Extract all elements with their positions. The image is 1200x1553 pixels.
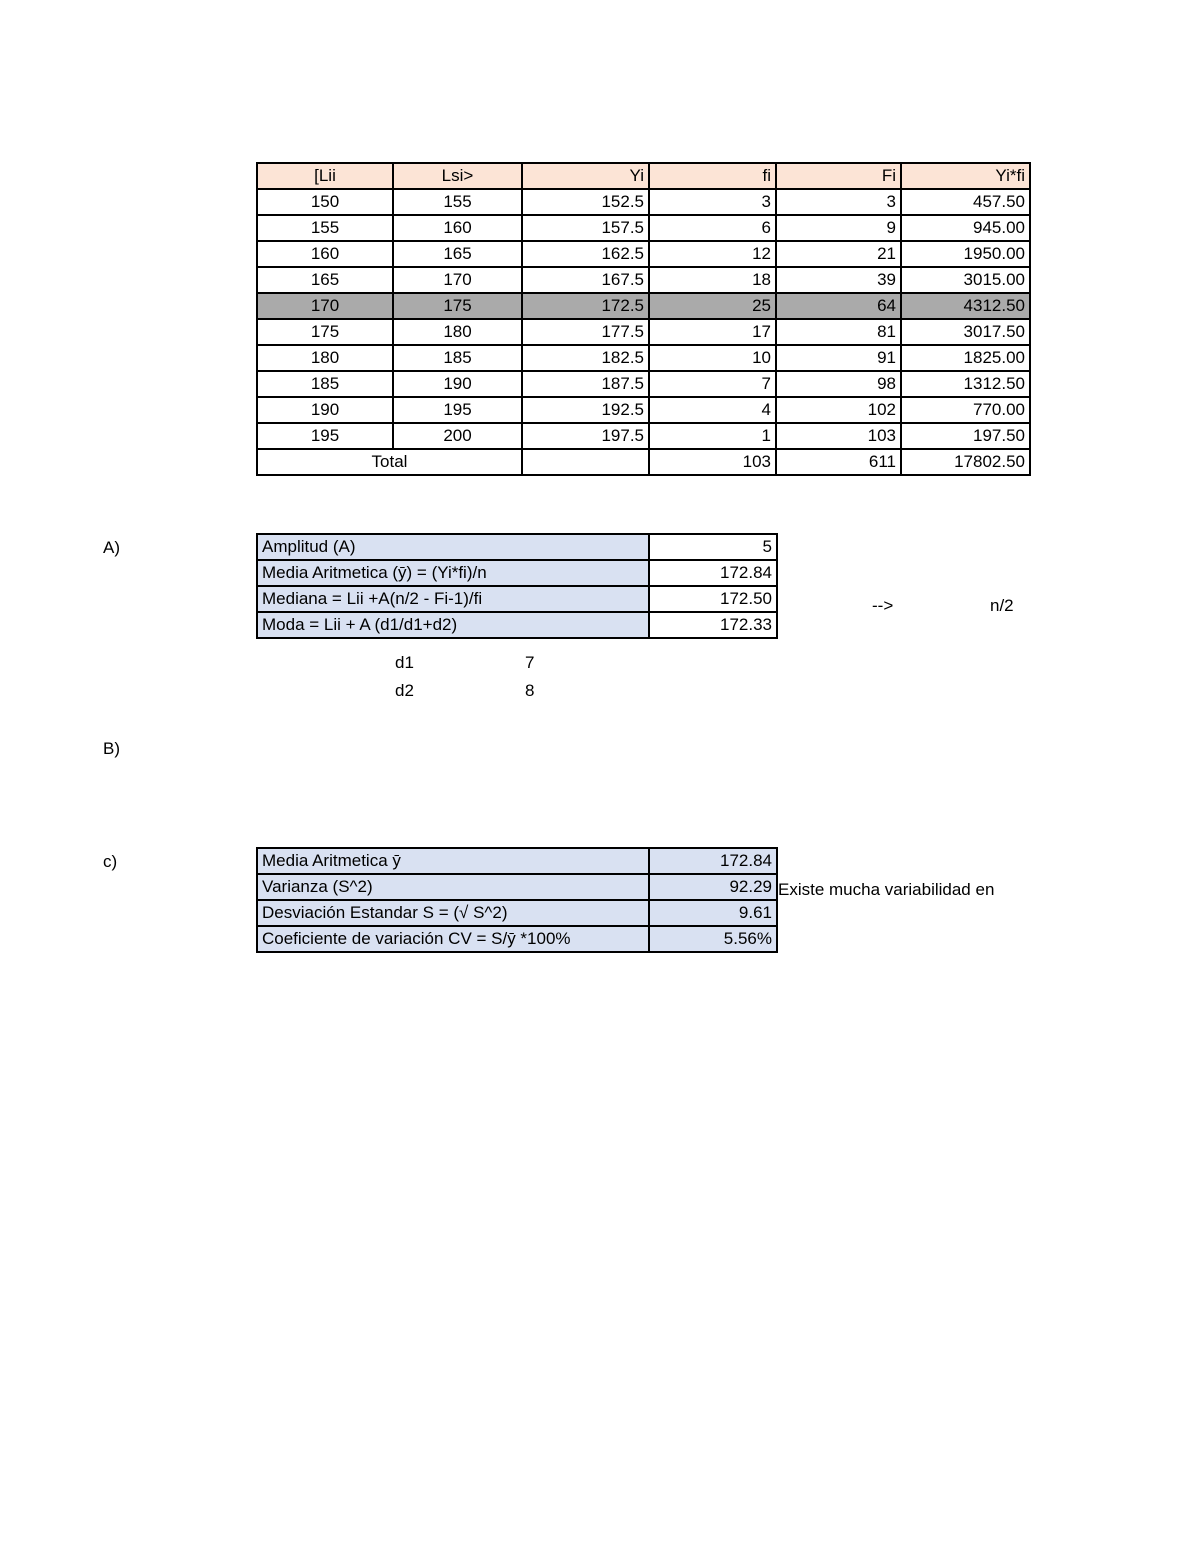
stat-label: Desviación Estandar S = (√ S^2): [257, 900, 649, 926]
total-cum-fi: 611: [776, 449, 901, 475]
cell-yi: 187.5: [522, 371, 649, 397]
d1-label: d1: [395, 653, 414, 672]
cell-lsi: 195: [393, 397, 522, 423]
cell-lsi: 190: [393, 371, 522, 397]
stats-row: [257, 900, 777, 926]
stats-row: [257, 586, 777, 612]
d2-label: d2: [395, 681, 414, 700]
cell-lsi: 170: [393, 267, 522, 293]
cell-lii: 195: [257, 423, 393, 449]
cell-fi: 25: [649, 293, 776, 319]
header-row: [257, 163, 1030, 189]
cell-lsi: 160: [393, 215, 522, 241]
table-row: [257, 189, 1030, 215]
cell-lsi: 185: [393, 345, 522, 371]
cell-yi-fi: 945.00: [901, 215, 1030, 241]
stats-row: [257, 534, 777, 560]
stat-label: Amplitud (A): [257, 534, 649, 560]
table-row: [257, 319, 1030, 345]
cell-lsi: 175: [393, 293, 522, 319]
section-a-table: [256, 533, 778, 639]
cell-yi-fi: 4312.50: [901, 293, 1030, 319]
cell-yi-fi: 1825.00: [901, 345, 1030, 371]
header-lii: [Lii: [257, 163, 393, 189]
stats-row: [257, 848, 777, 874]
header-fi: fi: [649, 163, 776, 189]
cell-fi: 7: [649, 371, 776, 397]
cell-yi-fi: 1950.00: [901, 241, 1030, 267]
cell-fi: 17: [649, 319, 776, 345]
table-row: [257, 397, 1030, 423]
header-cum-fi: Fi: [776, 163, 901, 189]
stats-row: [257, 926, 777, 952]
header-yi: Yi: [522, 163, 649, 189]
cell-fi: 18: [649, 267, 776, 293]
frequency-table: [256, 162, 1031, 476]
stat-value: 5.56%: [649, 926, 777, 952]
stat-value: 172.84: [649, 848, 777, 874]
stats-row: [257, 560, 777, 586]
cell-lii: 150: [257, 189, 393, 215]
cell-lii: 190: [257, 397, 393, 423]
total-label: Total: [257, 449, 522, 475]
cell-yi-fi: 457.50: [901, 189, 1030, 215]
cell-lii: 165: [257, 267, 393, 293]
cell-cum-fi: 9: [776, 215, 901, 241]
cell-cum-fi: 103: [776, 423, 901, 449]
variability-note: Existe mucha variabilidad en: [778, 880, 995, 899]
stat-value: 9.61: [649, 900, 777, 926]
cell-cum-fi: 98: [776, 371, 901, 397]
section-c-table: [256, 847, 778, 953]
table-row: [257, 423, 1030, 449]
cell-fi: 3: [649, 189, 776, 215]
section-a-label: A): [103, 538, 120, 557]
cell-lii: 155: [257, 215, 393, 241]
cell-fi: 10: [649, 345, 776, 371]
n-half-label: n/2: [990, 596, 1014, 615]
cell-yi: 152.5: [522, 189, 649, 215]
cell-lsi: 155: [393, 189, 522, 215]
stat-label: Mediana = Lii +A(n/2 - Fi-1)/fi: [257, 586, 649, 612]
total-yi: [522, 449, 649, 475]
cell-yi: 157.5: [522, 215, 649, 241]
stat-value: 172.50: [649, 586, 777, 612]
section-b-label: B): [103, 739, 120, 758]
table-row: [257, 293, 1030, 319]
stat-value: 5: [649, 534, 777, 560]
header-lsi: Lsi>: [393, 163, 522, 189]
section-c-label: c): [103, 852, 118, 871]
stat-label: Moda = Lii + A (d1/d1+d2): [257, 612, 649, 638]
stat-label: Media Aritmetica (ȳ) = (Yi*fi)/n: [257, 560, 649, 586]
cell-lii: 185: [257, 371, 393, 397]
cell-yi: 172.5: [522, 293, 649, 319]
cell-lsi: 200: [393, 423, 522, 449]
cell-cum-fi: 21: [776, 241, 901, 267]
arrow-text: -->: [872, 596, 894, 615]
cell-cum-fi: 102: [776, 397, 901, 423]
stat-label: Varianza (S^2): [257, 874, 649, 900]
cell-yi: 197.5: [522, 423, 649, 449]
total-yi-fi: 17802.50: [901, 449, 1030, 475]
cell-cum-fi: 91: [776, 345, 901, 371]
cell-yi-fi: 197.50: [901, 423, 1030, 449]
cell-lii: 180: [257, 345, 393, 371]
cell-lii: 170: [257, 293, 393, 319]
stat-value: 172.33: [649, 612, 777, 638]
cell-yi-fi: 3017.50: [901, 319, 1030, 345]
cell-fi: 4: [649, 397, 776, 423]
cell-lsi: 165: [393, 241, 522, 267]
table-row: [257, 215, 1030, 241]
cell-yi-fi: 1312.50: [901, 371, 1030, 397]
d2-value: 8: [525, 681, 535, 700]
cell-yi: 192.5: [522, 397, 649, 423]
stat-label: Media Aritmetica ȳ: [257, 848, 649, 874]
stats-row: [257, 612, 777, 638]
cell-lii: 160: [257, 241, 393, 267]
cell-cum-fi: 39: [776, 267, 901, 293]
cell-cum-fi: 3: [776, 189, 901, 215]
table-row: [257, 345, 1030, 371]
cell-fi: 6: [649, 215, 776, 241]
cell-yi: 167.5: [522, 267, 649, 293]
table-row: [257, 267, 1030, 293]
cell-yi: 162.5: [522, 241, 649, 267]
total-row: [257, 449, 1030, 475]
cell-lsi: 180: [393, 319, 522, 345]
stat-label: Coeficiente de variación CV = S/ȳ *100%: [257, 926, 649, 952]
table-row: [257, 241, 1030, 267]
stat-value: 92.29: [649, 874, 777, 900]
cell-yi: 177.5: [522, 319, 649, 345]
header-yi-fi: Yi*fi: [901, 163, 1030, 189]
stats-row: [257, 874, 777, 900]
cell-yi-fi: 3015.00: [901, 267, 1030, 293]
total-fi: 103: [649, 449, 776, 475]
cell-cum-fi: 64: [776, 293, 901, 319]
cell-yi: 182.5: [522, 345, 649, 371]
d1-value: 7: [525, 653, 535, 672]
cell-cum-fi: 81: [776, 319, 901, 345]
table-row: [257, 371, 1030, 397]
cell-yi-fi: 770.00: [901, 397, 1030, 423]
cell-lii: 175: [257, 319, 393, 345]
cell-fi: 1: [649, 423, 776, 449]
stat-value: 172.84: [649, 560, 777, 586]
cell-fi: 12: [649, 241, 776, 267]
